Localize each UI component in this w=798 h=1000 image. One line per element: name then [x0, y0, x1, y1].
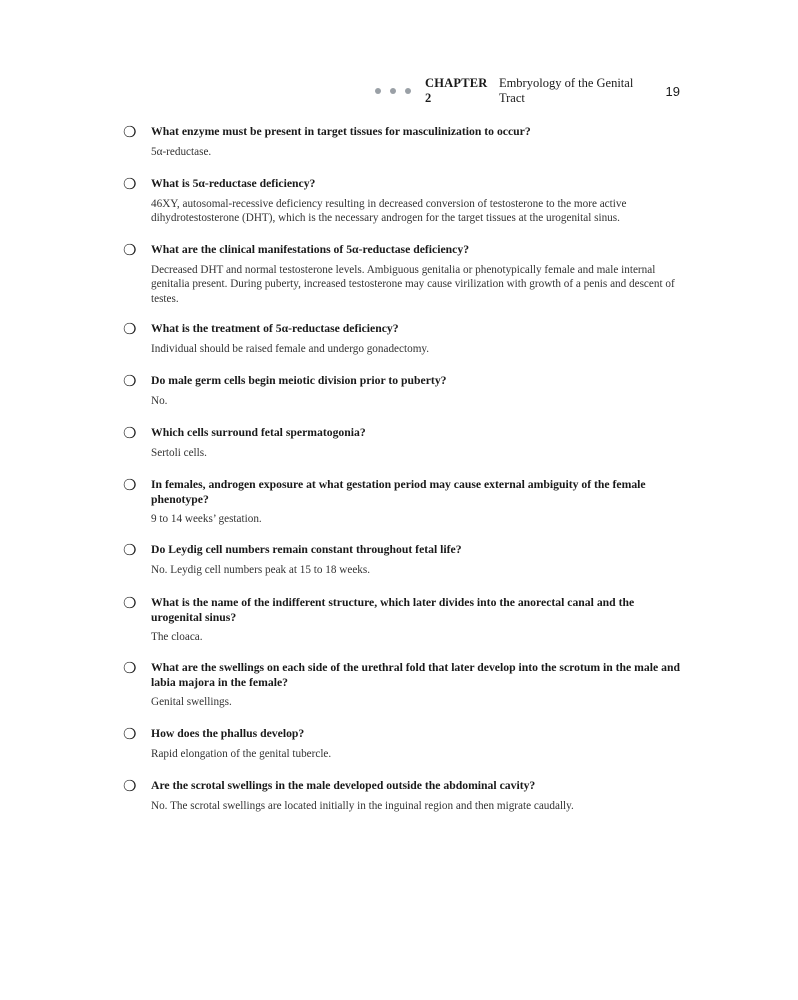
- answer: No. Leydig cell numbers peak at 15 to 18 weeks.: [151, 563, 371, 576]
- circle-bullet-icon: ❍: [123, 476, 137, 494]
- answer: 5α-reductase.: [151, 145, 212, 158]
- question: What is the treatment of 5α-reductase deficiency?: [151, 322, 399, 335]
- qa-item: [123, 478, 683, 527]
- dot-icon: [390, 88, 396, 94]
- circle-bullet-icon: ❍: [123, 424, 137, 442]
- circle-bullet-icon: ❍: [123, 175, 137, 193]
- circle-bullet-icon: ❍: [123, 241, 137, 259]
- qa-item: [123, 243, 683, 306]
- answer: Rapid elongation of the genital tubercle.: [151, 747, 332, 760]
- chapter-title: Embryology of the Genital Tract: [498, 76, 634, 105]
- qa-item: [123, 596, 683, 645]
- circle-bullet-icon: ❍: [123, 123, 137, 141]
- page-number: 19: [665, 83, 680, 99]
- question: Do Leydig cell numbers remain constant throughout fetal life?: [151, 543, 462, 556]
- circle-bullet-icon: ❍: [123, 659, 137, 677]
- dot-icon: [375, 88, 381, 94]
- circle-bullet-icon: ❍: [123, 725, 137, 743]
- answer: 46XY, autosomal-recessive deficiency resulting in decreased conversion of testosterone to the more active dihydrotestosterone (DHT), which is the necessary androgen for the target tissues at the urogenital sinus.: [151, 197, 627, 224]
- qa-item: [123, 426, 683, 460]
- qa-item: [123, 322, 683, 356]
- answer: No.: [151, 394, 168, 407]
- circle-bullet-icon: ❍: [123, 372, 137, 390]
- question: What are the clinical manifestations of 5α-reductase deficiency?: [151, 243, 470, 256]
- question: Are the scrotal swellings in the male developed outside the abdominal cavity?: [151, 779, 536, 792]
- qa-item: [123, 125, 683, 159]
- question: What is 5α-reductase deficiency?: [151, 177, 316, 190]
- running-header: [370, 76, 680, 105]
- answer: Sertoli cells.: [151, 446, 207, 459]
- answer: Decreased DHT and normal testosterone levels. Ambiguous genitalia or phenotypically female and male internal genitalia present. During puberty, increased testosterone may cause virilization with growth of a penis and descent of testes.: [151, 263, 675, 305]
- circle-bullet-icon: ❍: [123, 777, 137, 795]
- qa-item: [123, 374, 683, 408]
- answer: The cloaca.: [151, 631, 203, 643]
- qa-item: [123, 661, 683, 710]
- qa-item: [123, 543, 683, 577]
- question: Do male germ cells begin meiotic division prior to puberty?: [151, 374, 447, 387]
- answer: No. The scrotal swellings are located initially in the inguinal region and then migrate caudally.: [151, 799, 574, 812]
- answer: 9 to 14 weeks’ gestation.: [151, 513, 262, 525]
- answer: Individual should be raised female and undergo gonadectomy.: [151, 342, 430, 355]
- circle-bullet-icon: ❍: [123, 594, 137, 612]
- answer: Genital swellings.: [151, 696, 232, 708]
- question: What enzyme must be present in target tissues for masculinization to occur?: [151, 125, 531, 138]
- qa-item: [123, 177, 683, 226]
- header-dots: [375, 88, 411, 94]
- question: What is the name of the indifferent structure, which later divides into the anorectal canal and the urogenital sinus?: [151, 596, 635, 624]
- question: What are the swellings on each side of the urethral fold that later develop into the scrotum in the male and labia majora in the female?: [151, 661, 680, 689]
- circle-bullet-icon: ❍: [123, 320, 137, 338]
- chapter-label: CHAPTER 2: [425, 76, 488, 105]
- circle-bullet-icon: ❍: [123, 541, 137, 559]
- question: How does the phallus develop?: [151, 727, 305, 740]
- question: In females, androgen exposure at what gestation period may cause external ambiguity of the female phenotype?: [151, 478, 646, 506]
- question: Which cells surround fetal spermatogonia?: [151, 426, 366, 439]
- qa-item: [123, 727, 683, 761]
- qa-item: [123, 779, 683, 813]
- dot-icon: [405, 88, 411, 94]
